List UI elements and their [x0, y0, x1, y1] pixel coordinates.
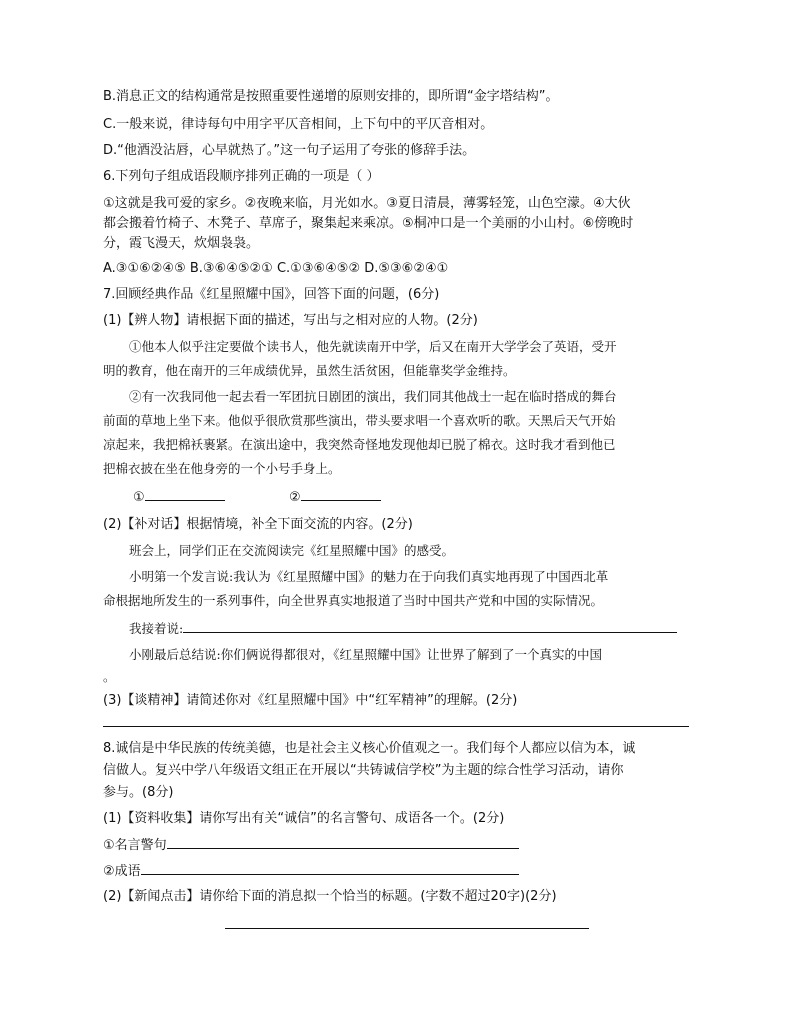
q8-part1-idiom	[103, 862, 519, 881]
q7-part2-line-4	[129, 620, 677, 638]
q7-part1-desc-b-line-3: 凉起来，我把棉袄裹紧。在演出途中，我突然奇怪地发现他却已脱了棉衣。这时我才看到他已	[103, 437, 616, 452]
q7-part3-title: (3)【谈精神】请简述你对《红星照耀中国》中“红军精神”的理解。(2分)	[103, 693, 518, 708]
q8-part2-title: (2)【新闻点击】请你给下面的消息拟一个恰当的标题。(字数不超过20字)(2分)	[103, 889, 557, 904]
q7-part2-line-2: 小明第一个发言说:我认为《红星照耀中国》的魅力在于向我们真实地再现了中国西北革	[129, 569, 609, 584]
q7-part1-desc-b-line-4: 把棉衣披在坐在他身旁的一个小号手身上。	[103, 461, 341, 476]
my-response-label: 我接着说:	[129, 621, 184, 636]
answer-2-blank[interactable]	[301, 488, 381, 501]
q8-stem-line-2: 信做人。复兴中学八年级语文组正在开展以“共铸诚信学校”为主题的综合性学习活动，请你	[103, 763, 624, 778]
q7-part1-desc-a-line-2: 明的教育，他在南开的三年成绩优异，虽然生活贫困，但能靠奖学金维持。	[103, 363, 516, 378]
q8-part2-answer-line[interactable]	[225, 928, 589, 929]
answer-2-label: ②	[289, 490, 301, 505]
q5-option-d: D.“他酒没沾唇，心早就热了。”这一句子运用了夸张的修辞手法。	[103, 143, 476, 158]
q8-part1-quote	[103, 836, 519, 855]
q7-part1-desc-a-line-1: ①他本人似乎注定要做个读书人，他先就读南开中学，后又在南开大学学会了英语，受开	[129, 339, 617, 354]
q7-part1-desc-b-line-2: 前面的草地上坐下来。他似乎很欣赏那些演出，带头要求唱一个喜欢听的歌。天黑后天气开始	[103, 413, 616, 428]
q8-stem-line-3: 参与。(8分)	[103, 785, 174, 800]
q8-stem-line-1: 8.诚信是中华民族的传统美德，也是社会主义核心价值观之一。我们每个人都应以信为本，诚	[103, 741, 636, 756]
q6-stem: 6.下列句子组成语段顺序排列正确的一项是（ ）	[103, 169, 380, 184]
q5-option-b: B.消息正文的结构通常是按照重要性递增的原则安排的，即所谓“金字塔结构”。	[103, 89, 559, 104]
q6-passage-line-3: 分，霞飞漫天，炊烟袅袅。	[103, 236, 260, 251]
q7-part1-title: (1)【辨人物】请根据下面的描述，写出与之相对应的人物。(2分)	[103, 313, 478, 328]
q7-part2-line-6: 。	[103, 669, 116, 684]
q7-part2-line-5: 小刚最后总结说:你们俩说得都很对，《红星照耀中国》让世界了解到了一个真实的中国	[129, 647, 602, 662]
q7-part1-answer-2	[289, 488, 381, 507]
my-response-blank[interactable]	[183, 620, 677, 633]
q7-stem: 7.回顾经典作品《红星照耀中国》，回答下面的问题，(6分)	[103, 287, 440, 302]
q8-part1-title: (1)【资料收集】请你写出有关“诚信”的名言警句、成语各一个。(2分)	[103, 811, 505, 826]
quote-label: ①名言警句	[103, 838, 167, 853]
q7-part2-title: (2)【补对话】根据情境，补全下面交流的内容。(2分)	[103, 517, 413, 532]
quote-blank[interactable]	[167, 836, 519, 849]
q7-part3-answer-line[interactable]	[103, 726, 689, 727]
q7-part2-line-1: 班会上，同学们正在交流阅读完《红星照耀中国》的感受。	[129, 543, 455, 558]
q5-option-c: C.一般来说，律诗每句中用字平仄音相间，上下句中的平仄音相对。	[103, 117, 494, 132]
q7-part1-answer-1	[133, 488, 225, 507]
answer-1-blank[interactable]	[145, 488, 225, 501]
idiom-blank[interactable]	[141, 862, 519, 875]
q6-passage-line-2: 都会搬着竹椅子、木凳子、草席子，聚集起来乘凉。⑤桐冲口是一个美丽的小山村。⑥傍晚时	[103, 216, 634, 231]
q7-part1-desc-b-line-1: ②有一次我同他一起去看一军团抗日剧团的演出，我们同其他战士一起在临时搭成的舞台	[129, 389, 617, 404]
idiom-label: ②成语	[103, 864, 141, 879]
answer-1-label: ①	[133, 490, 145, 505]
q6-options: A.③①⑥②④⑤ B.③⑥④⑤②① C.①③⑥④⑤② D.⑤③⑥②④①	[103, 261, 449, 276]
q7-part2-line-3: 命根据地所发生的一系列事件，向全世界真实地报道了当时中国共产党和中国的实际情况。	[103, 593, 604, 608]
q6-passage-line-1: ①这就是我可爱的家乡。②夜晚来临，月光如水。③夏日清晨，薄雾轻笼，山色空濛。④大伙	[103, 196, 631, 211]
